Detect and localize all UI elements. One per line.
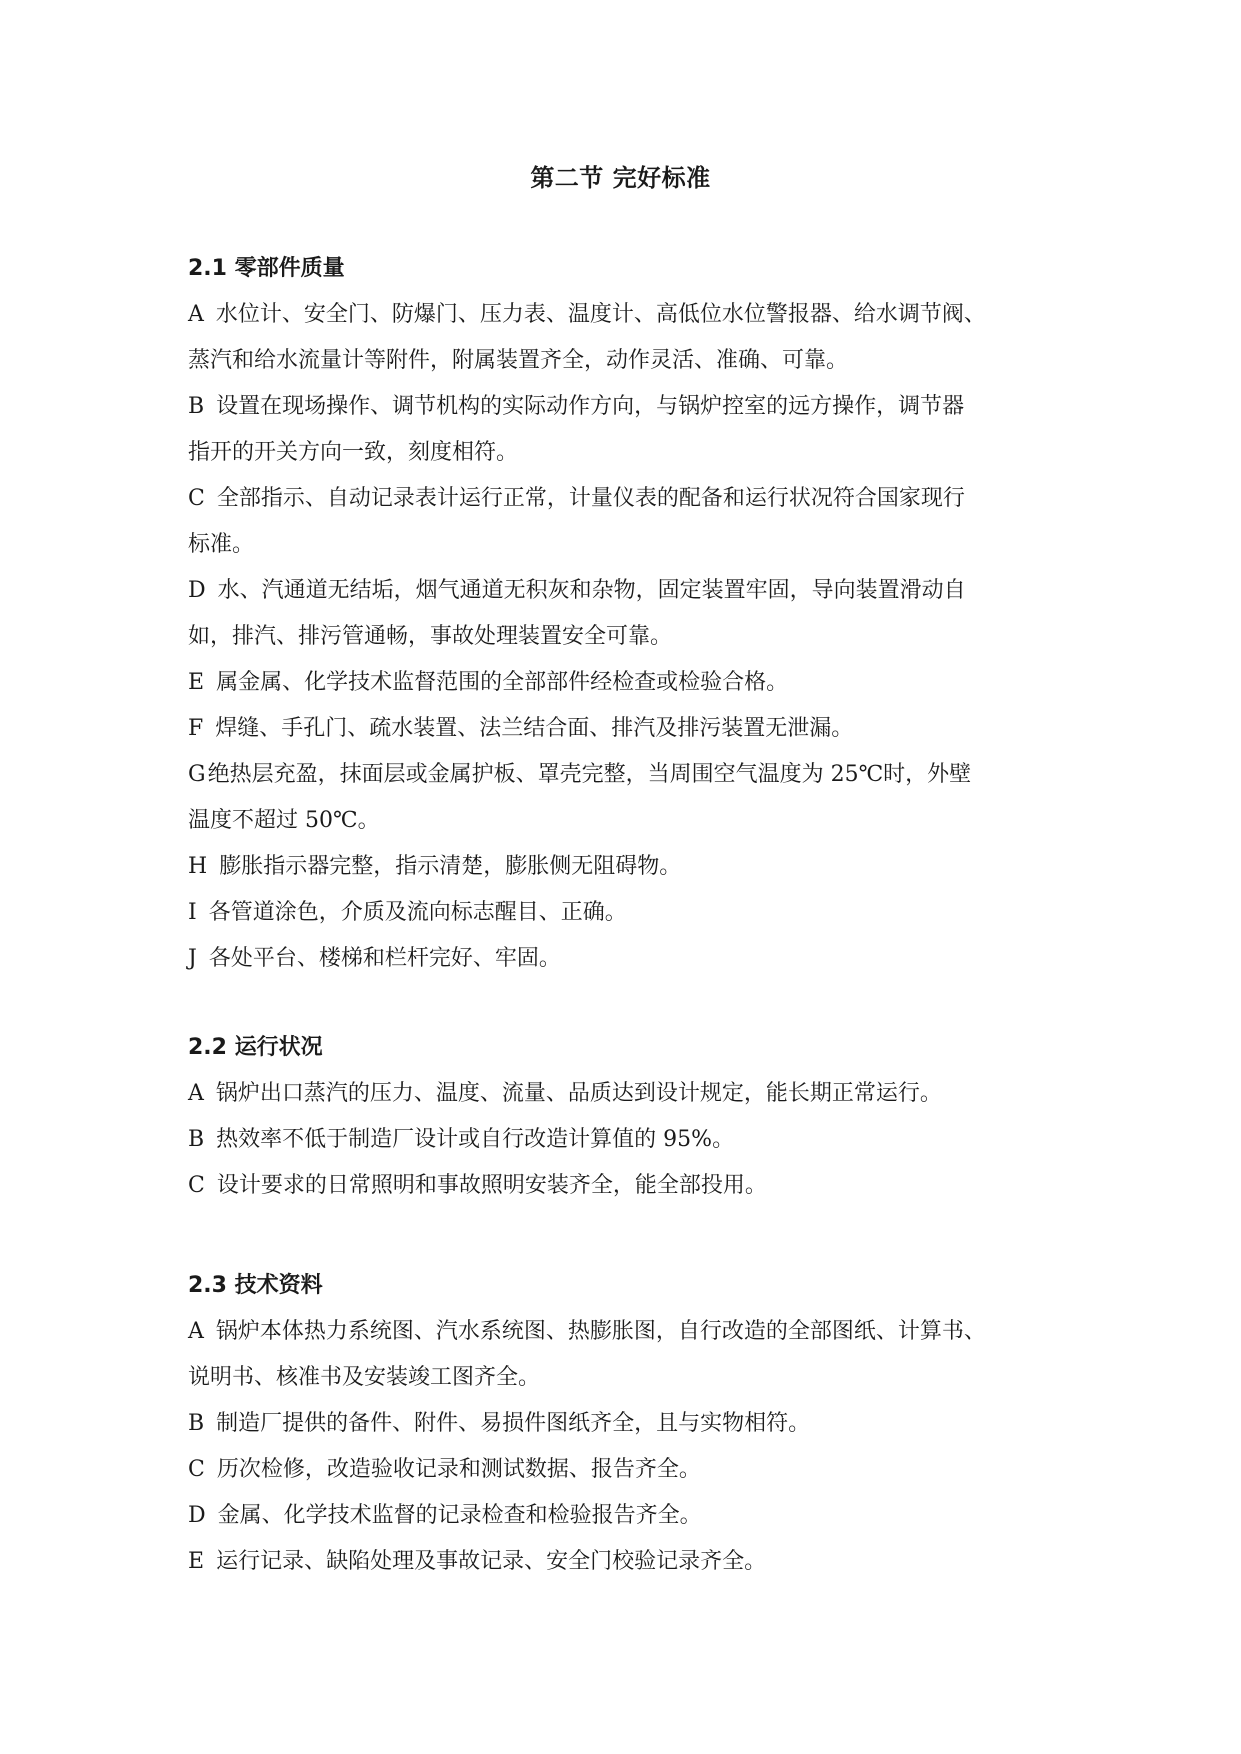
item-letter: G (188, 762, 206, 787)
item-letter: E (188, 1549, 205, 1574)
section-heading: 2.1 零部件质量 (188, 256, 345, 281)
list-item (188, 1117, 1068, 1163)
item-text: 属金属、化学技术监督范围的全部部件经检查或检验合格。 (216, 670, 789, 695)
section-technical-documents (188, 1263, 1068, 1585)
list-item (188, 1493, 1068, 1539)
list-item (188, 1447, 1068, 1493)
item-text-continued: 标准。 (188, 532, 255, 557)
item-text-continued: 指开的开关方向一致，刻度相符。 (188, 440, 519, 465)
list-item (188, 890, 1068, 936)
list-item (188, 1309, 1068, 1401)
item-text-continued: 温度不超过 50℃。 (188, 808, 380, 833)
item-letter: J (188, 946, 197, 971)
item-text: 膨胀指示器完整，指示清楚，膨胀侧无阻碍物。 (219, 854, 682, 879)
item-text: 焊缝、手孔门、疏水装置、法兰结合面、排汽及排污装置无泄漏。 (215, 716, 854, 741)
item-letter: A (188, 1319, 204, 1344)
item-text: 各处平台、楼梯和栏杆完好、牢固。 (208, 946, 561, 971)
list-item (188, 292, 1068, 384)
list-item (188, 1401, 1068, 1447)
list-item (188, 1071, 1068, 1117)
item-text: 设计要求的日常照明和事故照明安装齐全，能全部投用。 (216, 1173, 767, 1198)
item-text: 各管道涂色，介质及流向标志醒目、正确。 (208, 900, 627, 925)
section-parts-quality (188, 246, 1068, 982)
item-text: 锅炉出口蒸汽的压力、温度、流量、品质达到设计规定，能长期正常运行。 (215, 1081, 942, 1106)
list-item (188, 660, 1068, 706)
list-item (188, 476, 1068, 568)
item-letter: A (188, 302, 204, 327)
item-letter: I (188, 900, 197, 925)
list-item (188, 844, 1068, 890)
item-letter: B (188, 394, 205, 419)
list-item (188, 1163, 1068, 1209)
item-text: 热效率不低于制造厂设计或自行改造计算值的 95%。 (216, 1127, 735, 1152)
item-text: 设置在现场操作、调节机构的实际动作方向，与锅炉控室的远方操作，调节器 (216, 394, 965, 419)
item-letter: B (188, 1127, 205, 1152)
item-text: 制造厂提供的备件、附件、易损件图纸齐全，且与实物相符。 (216, 1411, 811, 1436)
item-letter: C (188, 1457, 205, 1482)
item-letter: C (188, 1173, 205, 1198)
item-letter: E (188, 670, 205, 695)
page-title: 第二节 完好标准 (530, 164, 711, 192)
item-letter: B (188, 1411, 205, 1436)
section-operating-status (188, 1025, 1068, 1209)
item-text: 锅炉本体热力系统图、汽水系统图、热膨胀图，自行改造的全部图纸、计算书、 (215, 1319, 986, 1344)
list-item (188, 706, 1068, 752)
item-text: 历次检修，改造验收记录和测试数据、报告齐全。 (216, 1457, 701, 1482)
list-item (188, 384, 1068, 476)
item-letter: D (188, 578, 206, 603)
list-item (188, 568, 1068, 660)
item-text: 金属、化学技术监督的记录检查和检验报告齐全。 (217, 1503, 702, 1528)
item-text: 水、汽通道无结垢，烟气通道无积灰和杂物，固定装置牢固，导向装置滑动自 (217, 578, 966, 603)
item-letter: D (188, 1503, 206, 1528)
item-letter: F (188, 716, 204, 741)
list-item (188, 1539, 1068, 1585)
item-text: 运行记录、缺陷处理及事故记录、安全门校验记录齐全。 (216, 1549, 767, 1574)
section-heading: 2.2 运行状况 (188, 1035, 323, 1060)
item-text-continued: 蒸汽和给水流量计等附件，附属装置齐全，动作灵活、准确、可靠。 (188, 348, 849, 373)
item-text: 全部指示、自动记录表计运行正常，计量仪表的配备和运行状况符合国家现行 (216, 486, 965, 511)
list-item (188, 752, 1068, 844)
item-text: 绝热层充盈，抹面层或金属护板、罩壳完整，当周围空气温度为 25℃时，外壁 (207, 762, 972, 787)
item-text-continued: 如，排汽、排污管通畅，事故处理装置安全可靠。 (188, 624, 673, 649)
item-text: 水位计、安全门、防爆门、压力表、温度计、高低位水位警报器、给水调节阀、 (215, 302, 986, 327)
section-heading: 2.3 技术资料 (188, 1273, 323, 1298)
item-letter: C (188, 486, 205, 511)
item-text-continued: 说明书、核准书及安装竣工图齐全。 (188, 1365, 541, 1390)
list-item (188, 936, 1068, 982)
item-letter: A (188, 1081, 204, 1106)
item-letter: H (188, 854, 208, 879)
